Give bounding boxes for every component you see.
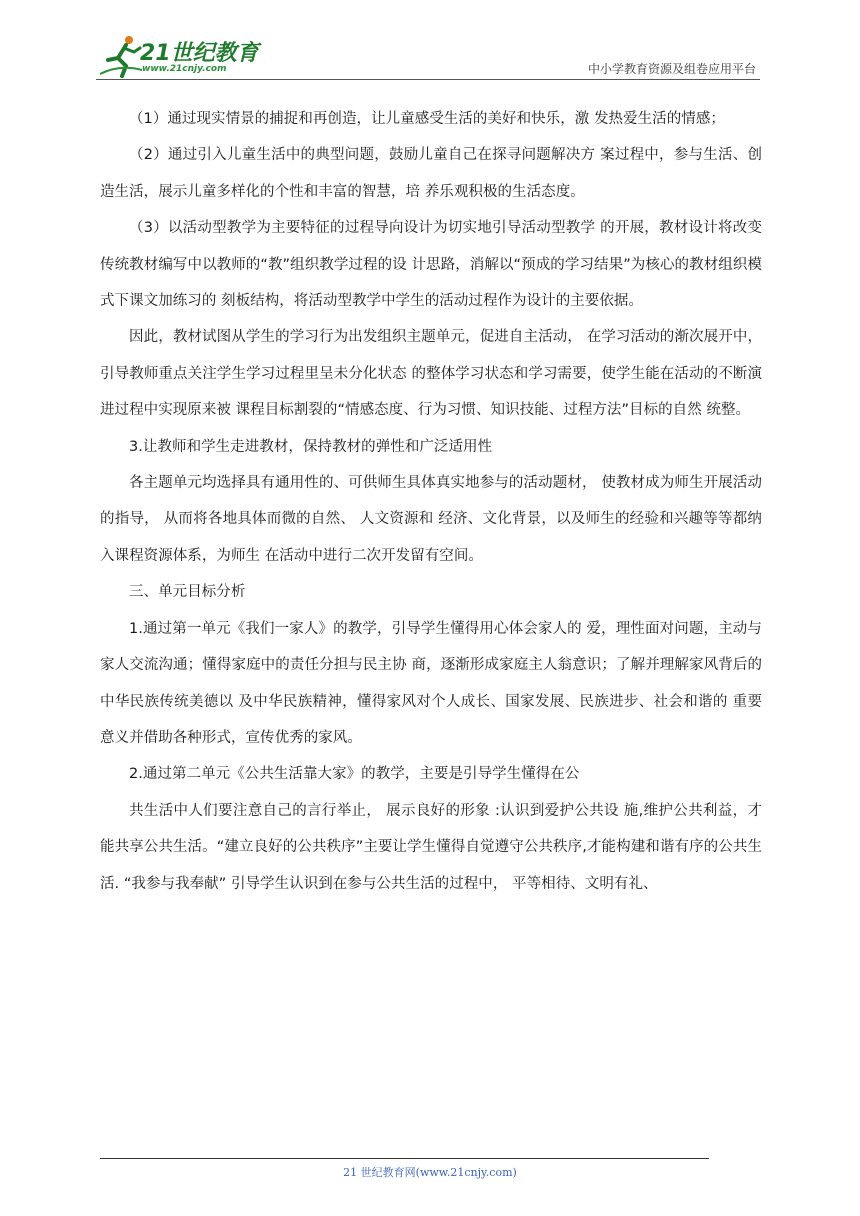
paragraph: （2）通过引入儿童生活中的典型问题，鼓励儿童自己在探寻问题解决方 案过程中，参与生活、创造生活，展示儿童多样化的个性和丰富的智慧，培 养乐观积极的生活态度。 (100, 147, 762, 200)
paragraph: 共生活中人们要注意自己的言行举止， 展示良好的形象 :认识到爱护公共设 施,维护公共利益，才能共享公共生活。“建立良好的公共秩序”主要让学生懂得自觉遵守公共秩序,才能构建和谐有序的公共生活. “我参与我奉献” 引导学生认识到在参与公共生活的过程中， 平等相待、文明有礼、 (100, 802, 762, 892)
section-subheading: 3.让教师和学生走进教材，保持教材的弹性和广泛适用性 (129, 438, 493, 455)
paragraph: 2.通过第二单元《公共生活靠大家》的教学，主要是引导学生懂得在公 (129, 766, 580, 783)
paragraph: 各主题单元均选择具有通用性的、可供师生具体真实地参与的活动题材， 使教材成为师生开展活动的指导， 从而将各地具体而微的自然、 人文资源和 经济、文化背景，以及师生的经验和兴趣等等都纳入课程资源体系，为师生 在活动中进行二次开发留有空间。 (100, 475, 762, 564)
document-body (100, 101, 762, 902)
site-logo[interactable] (96, 34, 266, 80)
footer-divider (100, 1158, 709, 1159)
paragraph: （1）通过现实情景的捕捉和再创造，让儿童感受生活的美好和快乐，激 发热爱生活的情感； (129, 111, 725, 127)
logo-wordmark: 21世纪教育 (140, 41, 259, 66)
running-figure-icon (96, 34, 144, 78)
paragraph: （3）以活动型教学为主要特征的过程导向设计为切实地引导活动型教学 的开展，教材设计将改变传统教材编写中以教师的“教”组织教学过程的设 计思路，消解以“预成的学习结果”为核心的教材组织模式下课文加练习的 刻板结构，将活动型教学中学生的活动过程作为设计的主要依据。 (100, 220, 762, 310)
header-divider (96, 79, 760, 80)
paragraph: 因此，教材试图从学生的学习行为出发组织主题单元，促进自主活动， 在学习活动的渐次展开中，引导教师重点关注学生学习过程里呈未分化状态 的整体学习状态和学习需要，使学生能在活动的不断演进过程中实现原来被 课程目标割裂的“情感态度、行为习惯、知识技能、过程方法”目标的自然 统整。 (100, 329, 762, 419)
logo-url: www.21cnjy.com (142, 64, 227, 74)
paragraph: 1.通过第一单元《我们一家人》的教学，引导学生懂得用心体会家人的 爱，理性面对问题，主动与家人交流沟通；懂得家庭中的责任分担与民主协 商，逐渐形成家庭主人翁意识；了解并理解家风背后的中华民族传统美德以 及中华民族精神，懂得家风对个人成长、国家发展、民族进步、社会和谐的 重要意义并借助各种形式，宣传优秀的家风。 (100, 620, 762, 746)
platform-title: 中小学教育资源及组卷应用平台 (587, 62, 756, 76)
section-heading: 三、单元目标分析 (129, 584, 246, 601)
page-header (0, 0, 860, 90)
footer-link[interactable]: 21 世纪教育网(www.21cnjy.com) (343, 1166, 517, 1179)
